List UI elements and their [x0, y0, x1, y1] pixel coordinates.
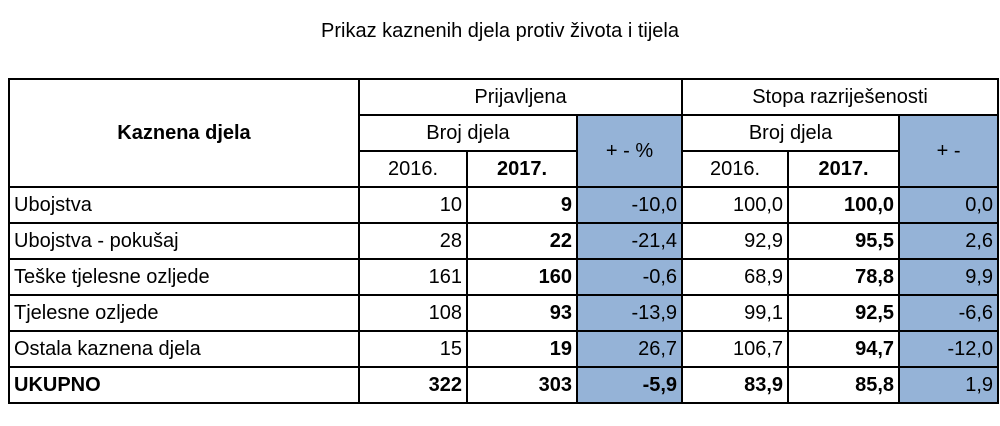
cell-rate-2017: 100,0	[788, 187, 899, 223]
total-label: UKUPNO	[9, 367, 359, 403]
total-change: 1,9	[899, 367, 998, 403]
table-row	[9, 331, 998, 367]
table-row	[9, 187, 998, 223]
cell-change-percent: 26,7	[577, 331, 682, 367]
crime-statistics-table	[8, 78, 999, 404]
cell-change: -12,0	[899, 331, 998, 367]
cell-change: 2,6	[899, 223, 998, 259]
category-header: Kaznena djela	[9, 79, 359, 187]
table-row	[9, 295, 998, 331]
cell-rate-2016: 100,0	[682, 187, 788, 223]
cell-rate-2016: 92,9	[682, 223, 788, 259]
change-header: + -	[899, 115, 998, 187]
cell-reported-2016: 161	[359, 259, 467, 295]
row-label: Ubojstva	[9, 187, 359, 223]
year-2017-rate: 2017.	[788, 151, 899, 187]
year-2016-rate: 2016.	[682, 151, 788, 187]
cell-rate-2016: 99,1	[682, 295, 788, 331]
year-2016-reported: 2016.	[359, 151, 467, 187]
page-title: Prikaz kaznenih djela protiv života i tijela	[321, 20, 679, 42]
cell-reported-2017: 19	[467, 331, 577, 367]
row-label: Teške tjelesne ozljede	[9, 259, 359, 295]
total-rate-2016: 83,9	[682, 367, 788, 403]
row-label: Ubojstva - pokušaj	[9, 223, 359, 259]
table-row	[9, 223, 998, 259]
cell-reported-2017: 93	[467, 295, 577, 331]
cell-change-percent: -0,6	[577, 259, 682, 295]
row-label: Ostala kaznena djela	[9, 331, 359, 367]
cell-reported-2016: 108	[359, 295, 467, 331]
total-rate-2017: 85,8	[788, 367, 899, 403]
total-reported-2016: 322	[359, 367, 467, 403]
change-percent-header: + - %	[577, 115, 682, 187]
subheader-broj-djela-2: Broj djela	[682, 115, 899, 151]
total-reported-2017: 303	[467, 367, 577, 403]
cell-reported-2016: 28	[359, 223, 467, 259]
subheader-broj-djela-1: Broj djela	[359, 115, 577, 151]
cell-reported-2016: 10	[359, 187, 467, 223]
cell-reported-2017: 22	[467, 223, 577, 259]
cell-change: 9,9	[899, 259, 998, 295]
group-header-prijavljena: Prijavljena	[359, 79, 682, 115]
cell-change: 0,0	[899, 187, 998, 223]
year-2017-reported: 2017.	[467, 151, 577, 187]
total-row	[9, 367, 998, 403]
total-change-percent: -5,9	[577, 367, 682, 403]
row-label: Tjelesne ozljede	[9, 295, 359, 331]
cell-rate-2016: 106,7	[682, 331, 788, 367]
cell-rate-2017: 92,5	[788, 295, 899, 331]
cell-rate-2017: 95,5	[788, 223, 899, 259]
cell-reported-2016: 15	[359, 331, 467, 367]
cell-change: -6,6	[899, 295, 998, 331]
cell-rate-2017: 78,8	[788, 259, 899, 295]
cell-change-percent: -10,0	[577, 187, 682, 223]
table-row	[9, 259, 998, 295]
cell-reported-2017: 160	[467, 259, 577, 295]
group-header-stopa: Stopa razriješenosti	[682, 79, 998, 115]
header-row-groups	[9, 79, 998, 115]
cell-rate-2016: 68,9	[682, 259, 788, 295]
cell-change-percent: -21,4	[577, 223, 682, 259]
cell-change-percent: -13,9	[577, 295, 682, 331]
cell-rate-2017: 94,7	[788, 331, 899, 367]
cell-reported-2017: 9	[467, 187, 577, 223]
